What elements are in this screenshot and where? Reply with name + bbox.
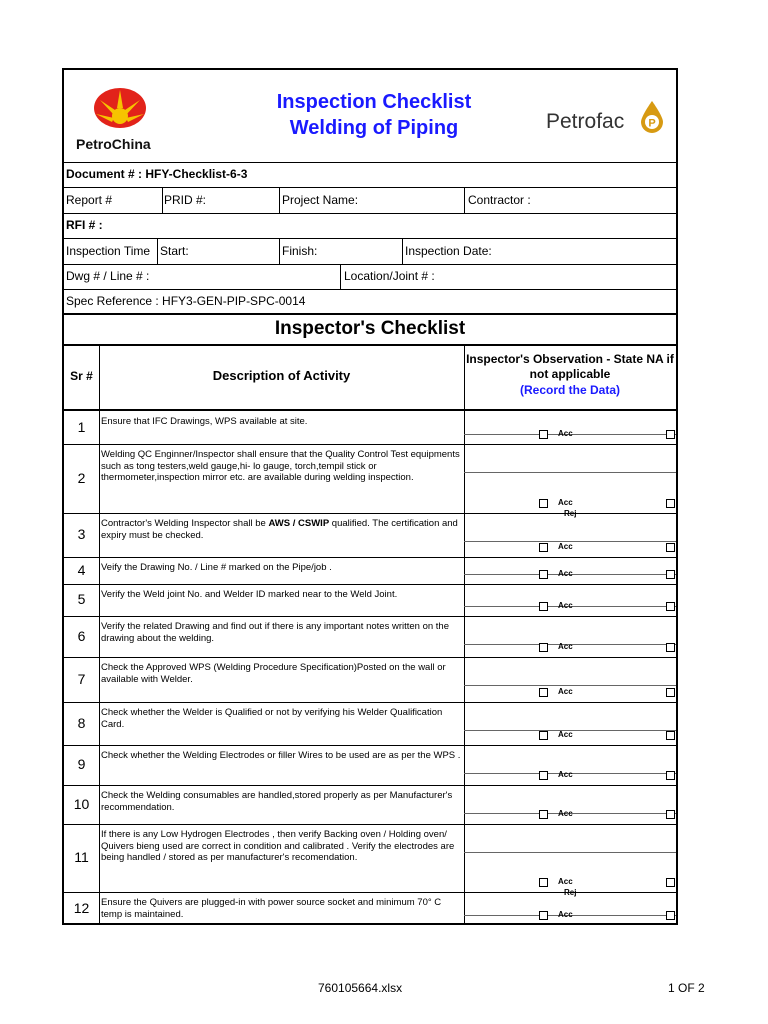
prid-label: PRID #: (164, 193, 207, 207)
acc-label: Acc (558, 642, 573, 651)
checklist-sheet (62, 68, 678, 925)
rej-checkbox[interactable] (666, 878, 675, 887)
row-sr-number: 10 (73, 795, 90, 812)
project-name-label: Project Name: (282, 193, 359, 207)
checklist-heading: Inspector's Checklist (274, 318, 466, 339)
row-activity-description: Veify the Drawing No. / Line # marked on the Pipe/job . (101, 562, 332, 573)
acc-label: Acc (558, 770, 573, 779)
row-activity-description: Verify the Weld joint No. and Welder ID marked near to the Weld Joint. (101, 589, 398, 600)
row-activity-description: Verify the related Drawing and find out if there is any important notes written on the drawing about the welding. (101, 621, 449, 644)
rej-label: Rej (564, 888, 577, 897)
acc-checkbox[interactable] (539, 771, 548, 780)
acc-label: Acc (558, 809, 573, 818)
rej-checkbox[interactable] (666, 543, 675, 552)
footer-page-number: 1 OF 2 (668, 981, 705, 995)
rej-label: Rej (564, 509, 577, 518)
contractor-label: Contractor : (468, 193, 531, 207)
inspection-date-label: Inspection Date: (405, 244, 492, 258)
rej-checkbox[interactable] (666, 911, 675, 920)
row-sr-number: 6 (77, 627, 86, 644)
spec-reference: Spec Reference : HFY3-GEN-PIP-SPC-0014 (66, 294, 306, 308)
document-title: Inspection Checklist (276, 91, 472, 113)
footer-filename: 760105664.xlsx (318, 981, 403, 995)
inspection-time-label: Inspection Time (66, 244, 151, 258)
row-activity-description: Check the Approved WPS (Welding Procedure Specification)Posted on the wall or available with Welder. (101, 662, 446, 685)
activity-text: qualified. The certification and expiry must be checked. (101, 518, 458, 541)
acc-checkbox[interactable] (539, 602, 548, 611)
acc-checkbox[interactable] (539, 543, 548, 552)
rej-checkbox[interactable] (666, 731, 675, 740)
acc-checkbox[interactable] (539, 911, 548, 920)
petrofac-logo-text: Petrofac (546, 110, 625, 133)
report-number-label: Report # (66, 193, 113, 207)
column-header-sr: Sr # (70, 369, 93, 383)
acc-checkbox[interactable] (539, 878, 548, 887)
row-activity-description: Ensure the Quivers are plugged-in with power source socket and minimum 70° C temp is maintained. (101, 897, 442, 920)
rej-checkbox[interactable] (666, 430, 675, 439)
acc-checkbox[interactable] (539, 688, 548, 697)
acc-label: Acc (558, 687, 573, 696)
column-header-record-data: (Record the Data) (519, 383, 620, 397)
acc-checkbox[interactable] (539, 570, 548, 579)
row-activity-description: Check whether the Welder is Qualified or not by verifying his Welder Qualification Card. (101, 707, 443, 730)
acc-label: Acc (558, 569, 573, 578)
row-sr-number: 4 (77, 561, 86, 578)
row-sr-number: 1 (77, 418, 86, 435)
petrochina-logo-icon (90, 86, 150, 134)
rej-checkbox[interactable] (666, 499, 675, 508)
acc-checkbox[interactable] (539, 430, 548, 439)
petrofac-logo-letter: P (648, 117, 656, 130)
row-sr-number: 5 (77, 591, 86, 607)
acc-label: Acc (558, 910, 573, 919)
acc-label: Acc (558, 601, 573, 610)
acc-checkbox[interactable] (539, 810, 548, 819)
column-header-observation: Inspector's Observation - State NA if (466, 352, 674, 366)
activity-text-bold: AWS / CSWIP (268, 518, 330, 529)
row-activity-description: Ensure that IFC Drawings, WPS available at site. (101, 416, 308, 427)
petrochina-logo-text: PetroChina (76, 136, 151, 152)
column-header-description: Description of Activity (212, 368, 351, 383)
petrofac-logo-icon (640, 100, 664, 134)
rej-checkbox[interactable] (666, 771, 675, 780)
row-activity-description: Welding QC Enginner/Inspector shall ensure that the Quality Control Test equipments such as tong testers,weld gauge,hi- lo gauge, torch,tempil stick or thermometer,inspection mirror etc. are available during welding inspection. (101, 449, 460, 483)
rej-checkbox[interactable] (666, 643, 675, 652)
location-joint-label: Location/Joint # : (344, 269, 435, 283)
acc-checkbox[interactable] (539, 643, 548, 652)
document-subtitle: Welding of Piping (289, 117, 459, 139)
acc-checkbox[interactable] (539, 499, 548, 508)
rej-checkbox[interactable] (666, 602, 675, 611)
acc-checkbox[interactable] (539, 731, 548, 740)
row-sr-number: 8 (77, 714, 86, 731)
row-sr-number: 3 (77, 526, 86, 542)
rfi-label: RFI # : (66, 218, 103, 232)
start-label: Start: (160, 244, 189, 258)
finish-label: Finish: (282, 244, 318, 258)
row-sr-number: 7 (77, 670, 86, 687)
row-sr-number: 9 (77, 756, 86, 772)
row-activity-description: If there is any Low Hydrogen Electrodes , then verify Backing oven / Holding oven/ Quivers bieng used are correct in condition and calibrated . Verify the electrodes are being handled / stored as per manufacturer's recomendation. (101, 829, 455, 863)
column-header-observation-line2: not applicable (529, 367, 611, 381)
acc-label: Acc (558, 429, 573, 438)
acc-label: Acc (558, 542, 573, 551)
row-activity-description (101, 518, 463, 541)
row-sr-number: 2 (77, 469, 86, 486)
rej-checkbox[interactable] (666, 810, 675, 819)
acc-label: Acc (558, 498, 573, 507)
row-sr-number: 11 (74, 849, 89, 865)
rej-checkbox[interactable] (666, 688, 675, 697)
acc-label: Acc (558, 877, 573, 886)
document-number: Document # : HFY-Checklist-6-3 (66, 167, 248, 181)
row-activity-description: Check the Welding consumables are handled,stored properly as per Manufacturer's recommendation. (101, 790, 453, 813)
row-sr-number: 12 (73, 899, 90, 916)
dwg-line-label: Dwg # / Line # : (66, 269, 150, 283)
rej-checkbox[interactable] (666, 570, 675, 579)
activity-text: Contractor's Welding Inspector shall be (101, 518, 269, 529)
acc-label: Acc (558, 730, 573, 739)
row-activity-description: Check whether the Welding Electrodes or filler Wires to be used are as per the WPS . (101, 750, 461, 761)
